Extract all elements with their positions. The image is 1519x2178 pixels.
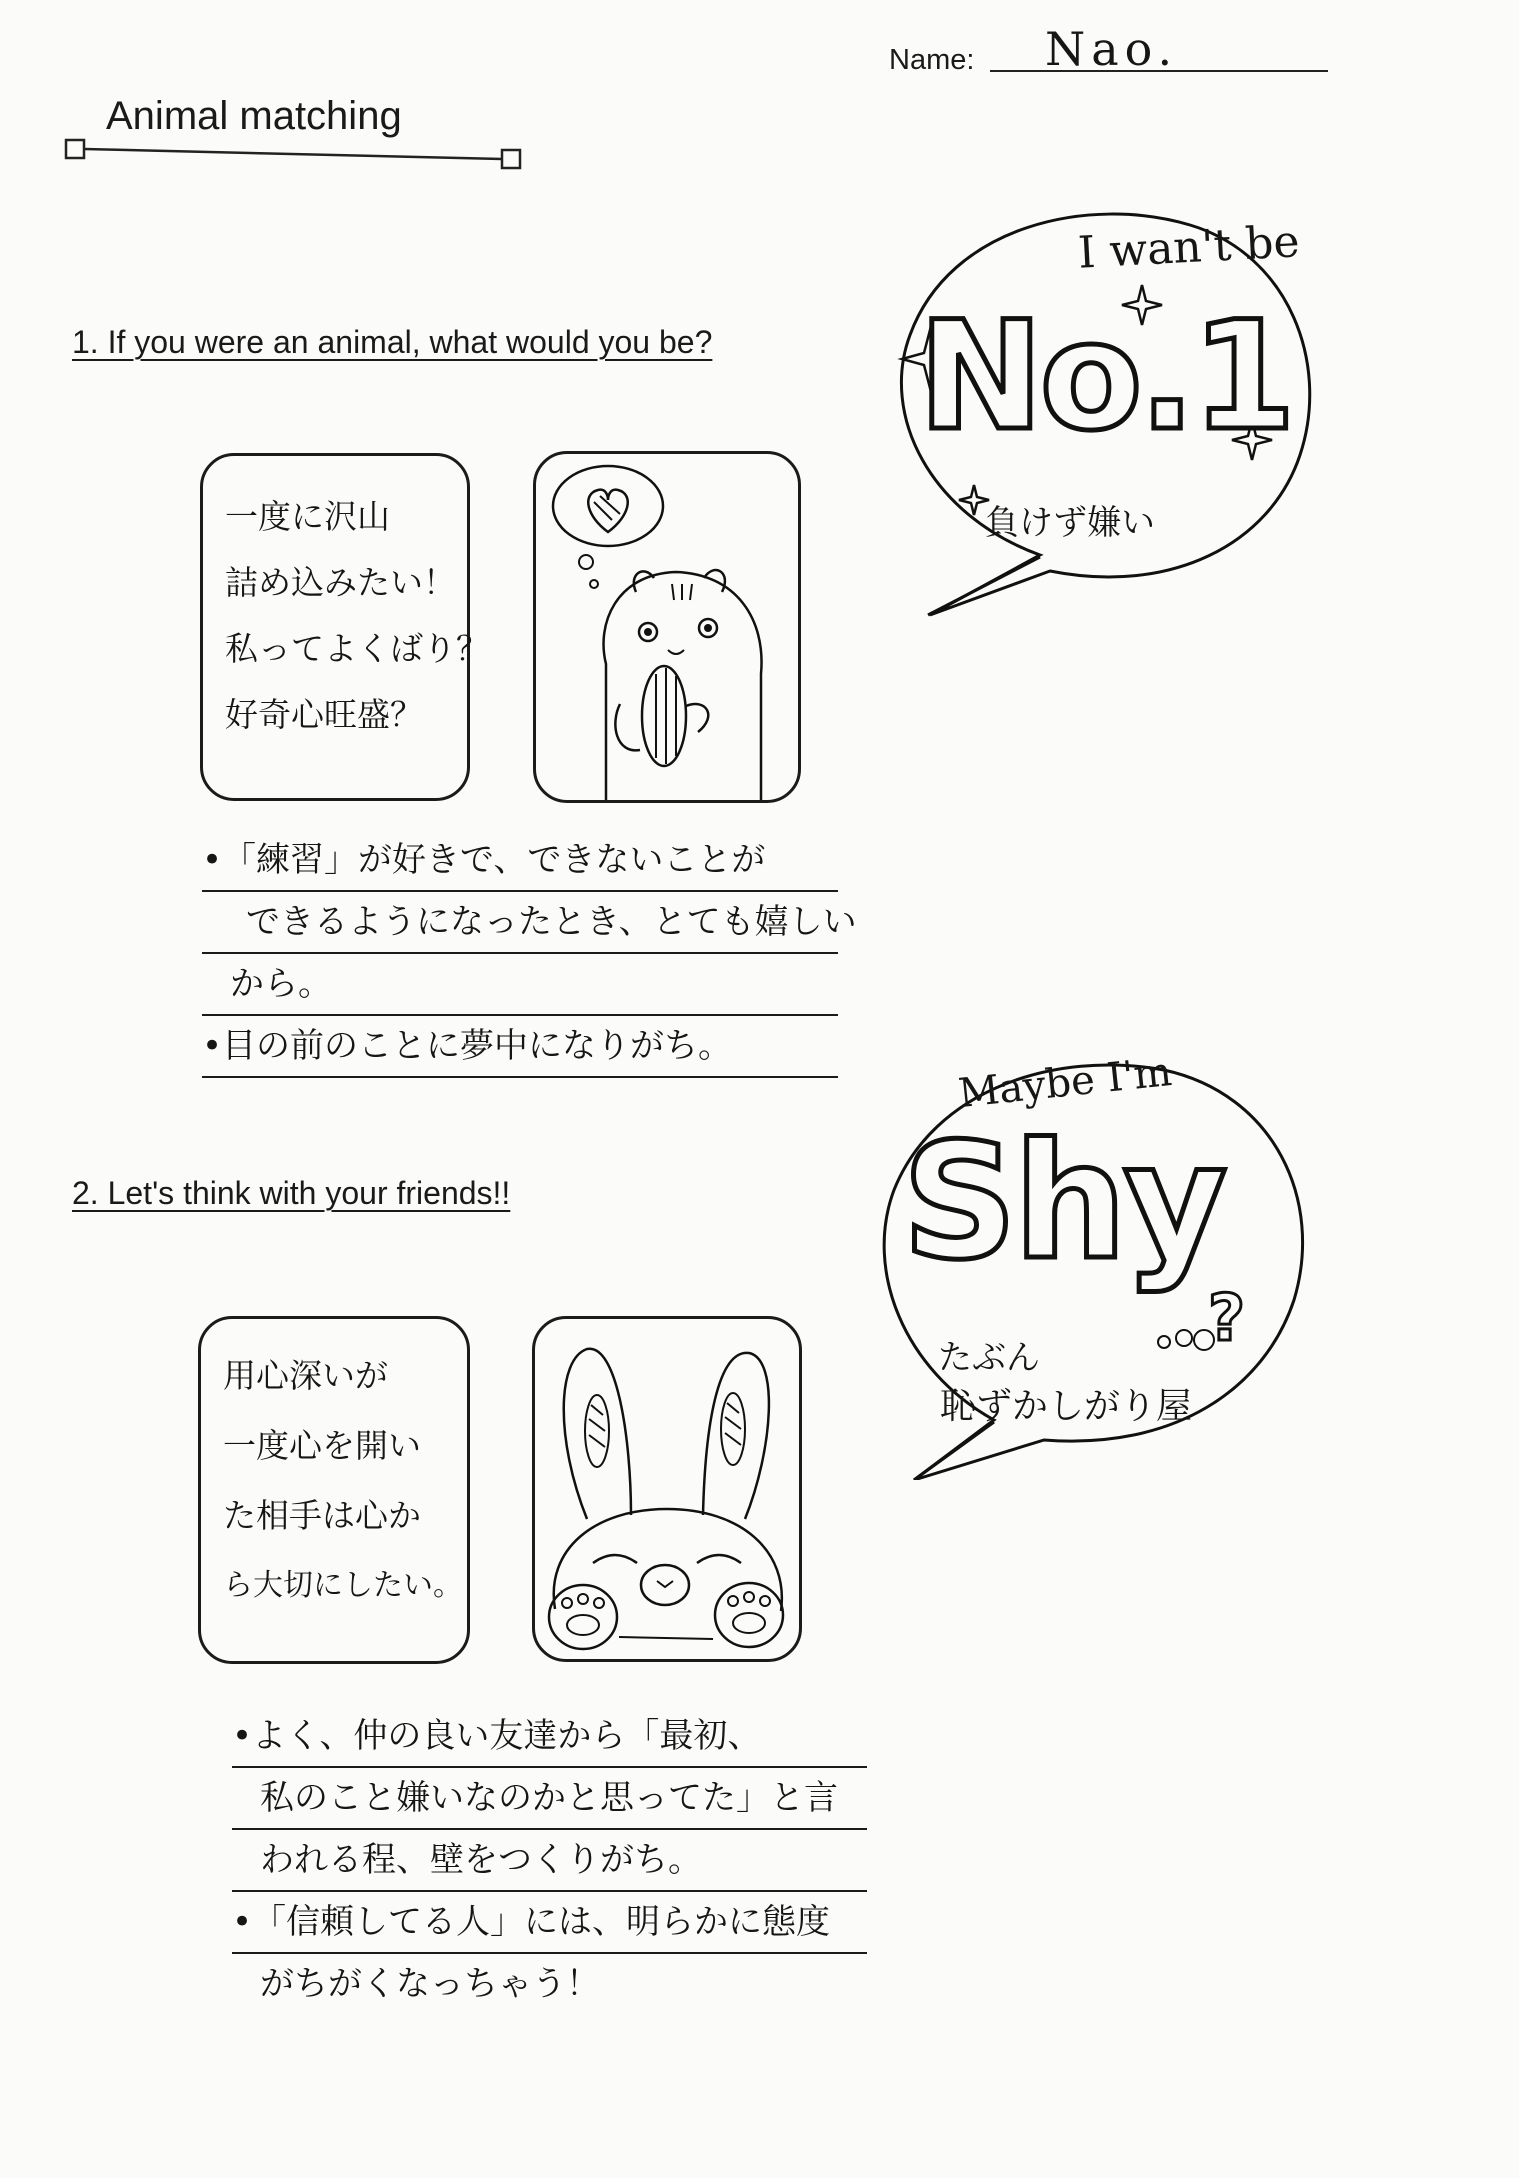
note-line: がちがくなっちゃう！ (260, 1964, 600, 2004)
hamster-icon (536, 454, 798, 800)
question-1-art-panel (533, 451, 801, 803)
question-1-prompt: 1. If you were an animal, what would you be? (72, 324, 713, 360)
name-label: Name: (889, 44, 975, 76)
bubble-2-top-text: Maybe I'm (956, 1048, 1174, 1118)
panel-text-line: た相手は心か (223, 1496, 421, 1535)
note-line: •目の前のことに夢中になりがち。 (202, 1016, 838, 1078)
panel-text-line: ら大切にしたい。 (223, 1568, 463, 1603)
bubble-2-big-text: Shy (902, 1108, 1224, 1295)
panel-text-line: 一度に沢山 (225, 497, 390, 536)
question-2-prompt: 2. Let's think with your friends!! (72, 1175, 511, 1211)
question-2-text-panel (198, 1316, 470, 1664)
panel-text-line: 好奇心旺盛？ (225, 695, 423, 734)
worksheet-title: Animal matching (106, 94, 402, 138)
question-1-notes (202, 830, 857, 1078)
bubble-1-top-text: I wan't be (1076, 216, 1301, 279)
bubble-2-bottom-text-2: 恥ずかしがり屋 (940, 1386, 1193, 1427)
question-mark-icon: ? (1208, 1282, 1246, 1356)
panel-text-line: 私ってよくばり？ (225, 629, 489, 668)
bubble-2-bottom-text-1: たぶん (938, 1338, 1040, 1378)
question-2-notes (232, 1706, 867, 2014)
panel-text-line: 一度心を開い (223, 1426, 421, 1465)
bubble-1-big-text: No.1 (918, 290, 1292, 464)
note-line: できるようになったとき、とても嬉しい (202, 892, 838, 954)
name-value: Nao. (1045, 22, 1179, 76)
note-line: われる程、壁をつくりがち。 (232, 1830, 867, 1892)
bubble-1-bottom-text: 負けず嫌い (985, 503, 1155, 543)
note-line: •「練習」が好きで、できないことが (202, 830, 838, 892)
note-line: から。 (202, 954, 838, 1016)
panel-text-line: 詰め込みたい！ (225, 563, 456, 602)
note-line: •よく、仲の良い友達から「最初、 (232, 1706, 867, 1768)
rabbit-icon (535, 1319, 799, 1659)
title-underline-bar (62, 136, 522, 172)
name-underline (990, 70, 1328, 72)
question-1-text-panel (200, 453, 489, 801)
note-line: •「信頼してる人」には、明らかに態度 (232, 1892, 867, 1954)
question-2-art-panel (532, 1316, 802, 1662)
note-line: 私のこと嫌いなのかと思ってた」と言 (232, 1768, 867, 1830)
panel-text-line: 用心深いが (223, 1356, 388, 1395)
